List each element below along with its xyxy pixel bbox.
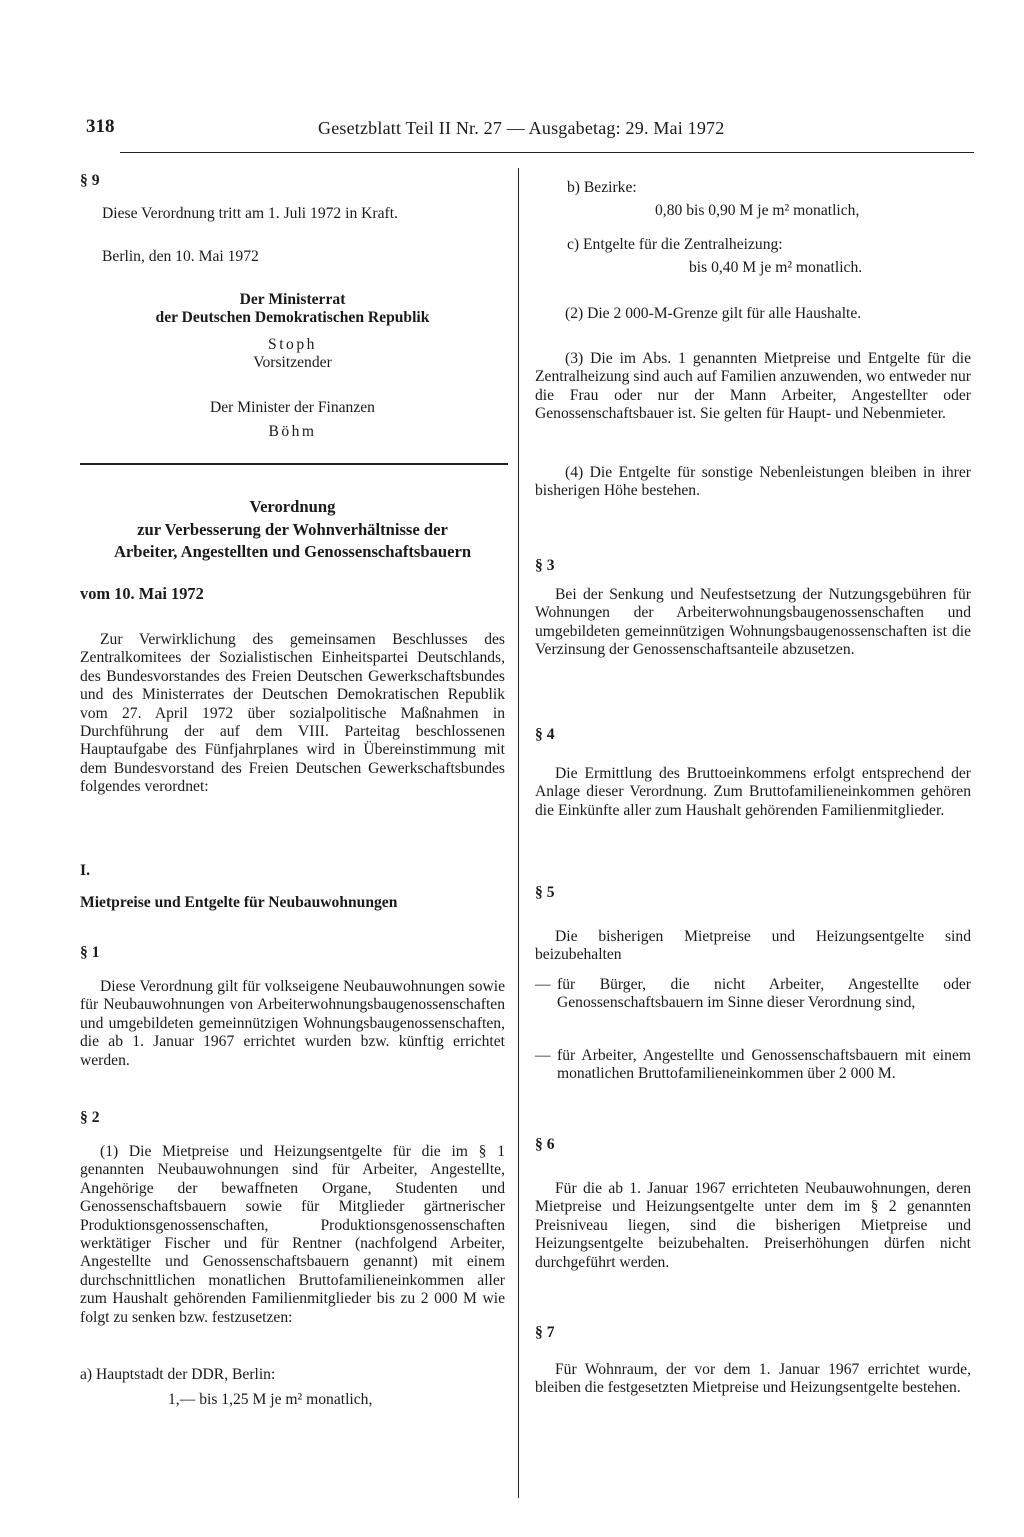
header-rule [120, 152, 974, 153]
par2-abs4: (4) Die Entgelte für sonstige Nebenleistungen bleiben in ihrer bisherigen Höhe bestehen. [535, 464, 971, 500]
signature-1 [80, 336, 505, 373]
par6-text: Für die ab 1. Januar 1967 errichteten Neubauwohnungen, deren Mietpreise und Heizungsentgelte unter dem im § 2 genannten Preisniveau liegen, sind die bisherigen Mietpreise und Heizungsentgelte beizubehalten. Preiserhöhungen dürfen nicht durchgeführt werden. [535, 1180, 971, 1271]
par4-heading: § 4 [535, 726, 555, 743]
par1-text: Diese Verordnung gilt für volkseigene Neubauwohnungen sowie für Neubauwohnungen von Arbeiterwohnungsbaugenossenschaften und umgebildeten gemeinnützigen Wohnungsbaugenossenschaften, die ab 1. Januar 1967 errichtet wurden bzw. künftig errichtet werden. [80, 978, 505, 1069]
page-number: 318 [86, 116, 115, 137]
par2-text: (1) Die Mietpreise und Heizungsentgelte für die im § 1 genannten Neubauwohnungen sind für Arbeiter, Angestellte, Angehörige der bewaffneten Organe, Studenten und Genossenschaftsbauern sowie für Mitglieder gärtnerischer Produktionsgenossenschaften, Produktionsgenossenschaften werktätiger Fischer und für Rentner (nachfolgend Arbeiter, Angestellte und Genossenschaftsbauern genannt) mit einem durchschnittlichen monatlichen Bruttofamilieneinkommen aller zum Haushalt gehörenden Familienmitglieder bis zu 2 000 M wie folgt zu senken bzw. festzusetzen: [80, 1143, 505, 1326]
decree-title [80, 496, 505, 564]
item-c-label: c) Entgelte für die Zentralheizung: [567, 236, 783, 253]
preamble: Zur Verwirklichung des gemeinsamen Beschlusses des Zentralkomitees der Sozialistischen Einheitspartei Deutschlands, des Bundesvorstandes des Freien Deutschen Gewerkschaftsbundes und des Ministerrates der Deutschen Demokratischen Republik vom 27. April 1972 über sozialpolitische Maßnahmen in Durchführung der auf dem VIII. Parteitag beschlossenen Hauptaufgabe des Fünfjahrplanes wird in Übereinstimmung mit dem Bundesvorstand des Freien Deutschen Gewerkschaftsbundes folgendes verordnet: [80, 631, 505, 796]
list-dash: — [535, 1047, 551, 1064]
par5-text: Die bisherigen Mietpreise und Heizungsentgelte sind beizubehalten [535, 928, 971, 964]
par9-heading: § 9 [80, 172, 100, 189]
council-line-2: der Deutschen Demokratischen Republik [155, 309, 430, 327]
par7-heading: § 7 [535, 1324, 555, 1341]
part-title: Mietpreise und Entgelte für Neubauwohnungen [80, 894, 398, 911]
par5-list-text-1: für Bürger, die nicht Arbeiter, Angestellte oder Genossenschaftsbauern im Sinne dieser Verordnung sind, [557, 976, 971, 1012]
item-c-rate: bis 0,40 M je m² monatlich. [689, 259, 863, 276]
column-divider [518, 168, 519, 1498]
item-a-label: a) Hauptstadt der DDR, Berlin: [80, 1366, 276, 1383]
par9-text: Diese Verordnung tritt am 1. Juli 1972 in Kraft. [102, 205, 398, 222]
par5-heading: § 5 [535, 884, 555, 901]
par1-heading: § 1 [80, 944, 100, 961]
par6-heading: § 6 [535, 1136, 555, 1153]
par4-text: Die Ermittlung des Bruttoeinkommens erfolgt entsprechend der Anlage dieser Verordnung. Zum Bruttofamilieneinkommen gehören die Einkünfte aller zum Haushalt gehörenden Familienmitglieder. [535, 765, 971, 819]
par2-abs2: (2) Die 2 000-M-Grenze gilt für alle Haushalte. [565, 305, 862, 322]
par5-list-item-2 [535, 1047, 971, 1084]
par5-list-item-1 [535, 976, 971, 1013]
signature-2 [80, 399, 505, 442]
section-rule [80, 463, 508, 465]
signatory-title-2: Der Minister der Finanzen [210, 399, 375, 416]
signatory-name-2: Böhm [268, 423, 317, 441]
par2-heading: § 2 [80, 1109, 100, 1126]
list-dash: — [535, 976, 551, 993]
council-line-1: Der Ministerrat [239, 291, 346, 308]
item-a-rate: 1,— bis 1,25 M je m² monatlich, [168, 1391, 373, 1408]
decree-title-line-1: Verordnung [249, 497, 336, 516]
running-head: Gesetzblatt Teil II Nr. 27 — Ausgabetag: 29. Mai 1972 [318, 118, 725, 138]
part-number: I. [80, 862, 90, 879]
place-date: Berlin, den 10. Mai 1972 [102, 248, 259, 265]
par7-text: Für Wohnraum, der vor dem 1. Januar 1967 errichtet wurde, bleiben die festgesetzten Mietpreise und Heizungsentgelte bestehen. [535, 1361, 971, 1397]
decree-title-line-3: Arbeiter, Angestellten und Genossenschaftsbauern [113, 542, 472, 561]
par3-heading: § 3 [535, 557, 555, 574]
item-b-rate: 0,80 bis 0,90 M je m² monatlich, [655, 202, 860, 219]
par2-abs3: (3) Die im Abs. 1 genannten Mietpreise und Entgelte für die Zentralheizung sind auch auf Familien anzuwenden, wo entweder nur die Frau oder nur der Mann Arbeiter, Angestellter oder Genossenschaftsbauer ist. Sie gelten für Haupt- und Nebenmieter. [535, 350, 971, 423]
par3-text: Bei der Senkung und Neufestsetzung der Nutzungsgebühren für Wohnungen der Arbeiterwohnungsbaugenossenschaften und umgebildeten gemeinnützigen Wohnungsbaugenossenschaften ist die Verzinsung der Genossenschaftsanteile abzusetzen. [535, 586, 971, 659]
decree-date: vom 10. Mai 1972 [80, 584, 204, 603]
signatory-title-1: Vorsitzender [253, 354, 332, 372]
par5-list-text-2: für Arbeiter, Angestellte und Genossenschaftsbauern mit einem monatlichen Bruttofamilieneinkommen über 2 000 M. [557, 1047, 971, 1083]
signatory-name-1: Stoph [268, 336, 317, 353]
decree-title-line-2: zur Verbesserung der Wohnverhältnisse der [137, 519, 448, 539]
item-b-label: b) Bezirke: [567, 179, 637, 196]
signatory-council [80, 291, 505, 328]
